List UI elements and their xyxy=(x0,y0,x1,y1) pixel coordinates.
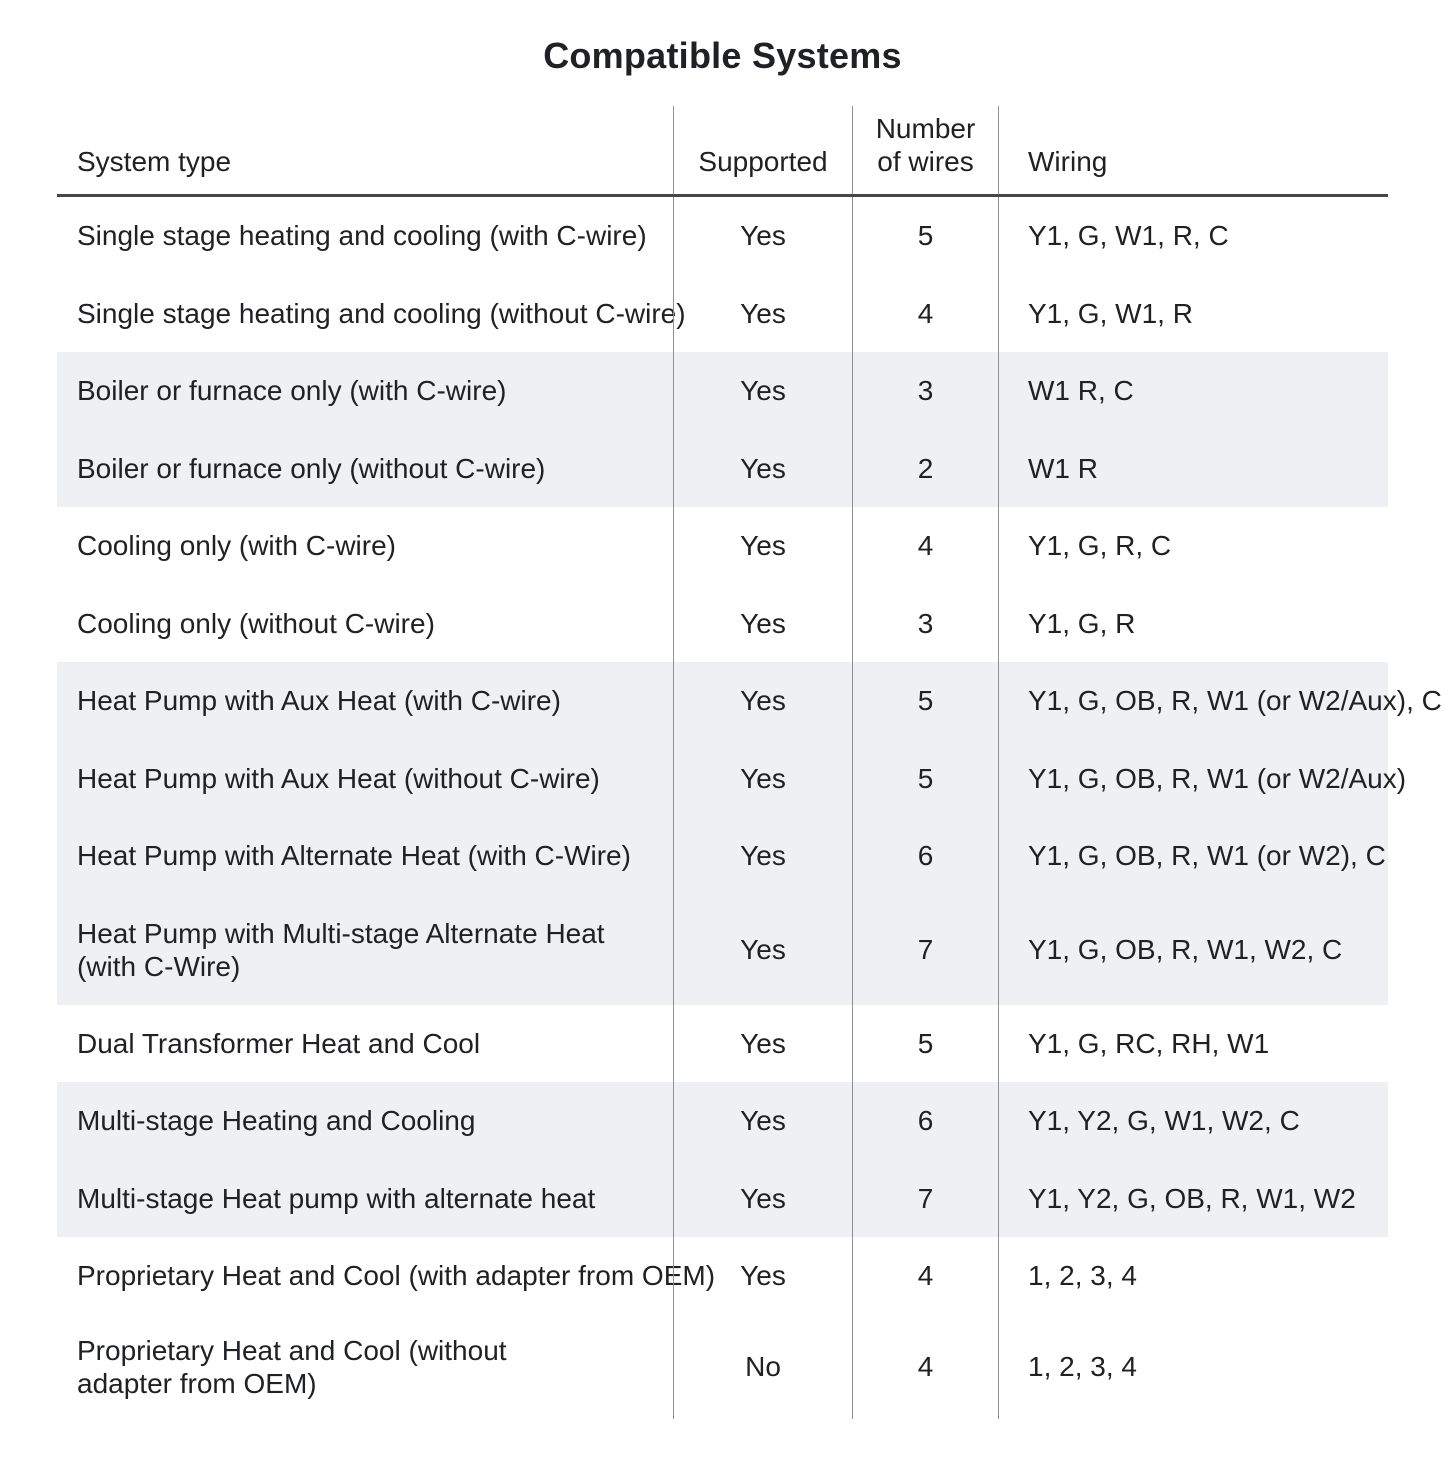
system-type-cell: Boiler or furnace only (with C-wire) xyxy=(77,375,507,407)
header-system-type-label: System type xyxy=(77,146,232,177)
supported-cell: Yes xyxy=(673,352,852,430)
header-supported xyxy=(673,106,852,194)
supported-cell: Yes xyxy=(673,197,852,275)
supported-cell: Yes xyxy=(673,430,852,508)
system-type-cell: Heat Pump with Aux Heat (without C-wire) xyxy=(77,762,600,794)
wires-cell: 4 xyxy=(852,1237,998,1315)
wires-cell: 2 xyxy=(852,430,998,508)
system-type-cell: Boiler or furnace only (without C-wire) xyxy=(77,452,546,484)
wiring-cell: Y1, G, W1, R, C xyxy=(998,197,1388,275)
table-row xyxy=(57,895,1388,1005)
wires-cell: 7 xyxy=(852,895,998,1005)
supported-cell: Yes xyxy=(673,1005,852,1083)
table-row xyxy=(57,1237,1388,1315)
table-row xyxy=(57,507,1388,585)
supported-cell: Yes xyxy=(673,895,852,1005)
wires-cell: 5 xyxy=(852,1005,998,1083)
system-type-cell: Dual Transformer Heat and Cool xyxy=(77,1027,481,1059)
supported-cell: No xyxy=(673,1315,852,1419)
supported-cell: Yes xyxy=(673,275,852,353)
table-row xyxy=(57,197,1388,275)
wires-cell: 5 xyxy=(852,740,998,818)
wiring-cell: 1, 2, 3, 4 xyxy=(998,1237,1388,1315)
header-wiring xyxy=(998,106,1388,194)
supported-cell: Yes xyxy=(673,585,852,663)
wires-cell: 6 xyxy=(852,1082,998,1160)
wires-cell: 5 xyxy=(852,662,998,740)
wires-cell: 6 xyxy=(852,817,998,895)
table-row xyxy=(57,817,1388,895)
table-row xyxy=(57,1315,1388,1419)
wiring-cell: Y1, G, OB, R, W1, W2, C xyxy=(998,895,1388,1005)
table-row xyxy=(57,275,1388,353)
supported-cell: Yes xyxy=(673,507,852,585)
table-row xyxy=(57,1005,1388,1083)
page-title: Compatible Systems xyxy=(543,35,902,76)
header-wiring-label: Wiring xyxy=(1028,146,1108,177)
wiring-cell: W1 R xyxy=(998,430,1388,508)
table-row xyxy=(57,352,1388,430)
system-type-cell: Heat Pump with Multi-stage Alternate Heat (with C-Wire) xyxy=(77,917,605,982)
table-row xyxy=(57,662,1442,740)
table-body xyxy=(57,197,1442,1419)
system-type-cell: Heat Pump with Alternate Heat (with C-Wire) xyxy=(77,840,631,872)
supported-cell: Yes xyxy=(673,662,852,740)
system-type-cell: Multi-stage Heating and Cooling xyxy=(77,1105,476,1137)
supported-cell: Yes xyxy=(673,740,852,818)
wires-cell: 4 xyxy=(852,1315,998,1419)
header-system-type xyxy=(57,106,673,194)
system-type-cell: Multi-stage Heat pump with alternate heat xyxy=(77,1182,596,1214)
wires-cell: 4 xyxy=(852,507,998,585)
wiring-cell: Y1, G, OB, R, W1 (or W2/Aux) xyxy=(998,740,1388,818)
supported-cell: Yes xyxy=(673,1237,852,1315)
supported-cell: Yes xyxy=(673,1160,852,1238)
wiring-cell: Y1, G, RC, RH, W1 xyxy=(998,1005,1388,1083)
compatible-systems-page xyxy=(0,34,1445,1419)
wires-cell: 7 xyxy=(852,1160,998,1238)
system-type-cell: Proprietary Heat and Cool (with adapter from OEM) xyxy=(77,1260,716,1292)
system-type-cell: Cooling only (with C-wire) xyxy=(77,530,396,562)
table-row xyxy=(57,1082,1388,1160)
header-number-of-wires xyxy=(852,106,998,194)
wiring-cell: W1 R, C xyxy=(998,352,1388,430)
wiring-cell: Y1, G, OB, R, W1 (or W2/Aux), C xyxy=(998,662,1388,740)
wiring-cell: Y1, G, OB, R, W1 (or W2), C xyxy=(998,817,1388,895)
system-type-cell: Proprietary Heat and Cool (without adapter from OEM) xyxy=(77,1334,507,1399)
wiring-cell: 1, 2, 3, 4 xyxy=(998,1315,1388,1419)
wiring-cell: Y1, G, W1, R xyxy=(998,275,1388,353)
system-type-cell: Single stage heating and cooling (with C-wire) xyxy=(77,220,647,252)
system-type-cell: Cooling only (without C-wire) xyxy=(77,607,435,639)
wires-cell: 4 xyxy=(852,275,998,353)
table-row xyxy=(57,585,1388,663)
table-row xyxy=(57,1160,1388,1238)
wires-cell: 5 xyxy=(852,197,998,275)
wiring-cell: Y1, G, R xyxy=(998,585,1388,663)
system-type-cell: Single stage heating and cooling (without C-wire) xyxy=(77,297,686,329)
wiring-cell: Y1, G, R, C xyxy=(998,507,1388,585)
table-row xyxy=(57,740,1407,818)
header-supported-label: Supported xyxy=(698,146,828,177)
wiring-cell: Y1, Y2, G, OB, R, W1, W2 xyxy=(998,1160,1388,1238)
wiring-cell: Y1, Y2, G, W1, W2, C xyxy=(998,1082,1388,1160)
supported-cell: Yes xyxy=(673,817,852,895)
header-number-of-wires-label: Number of wires xyxy=(875,113,976,177)
compatibility-table xyxy=(57,106,1442,1419)
table-header-row xyxy=(57,106,1388,197)
table-row xyxy=(57,430,1388,508)
wires-cell: 3 xyxy=(852,585,998,663)
system-type-cell: Heat Pump with Aux Heat (with C-wire) xyxy=(77,685,561,717)
supported-cell: Yes xyxy=(673,1082,852,1160)
wires-cell: 3 xyxy=(852,352,998,430)
